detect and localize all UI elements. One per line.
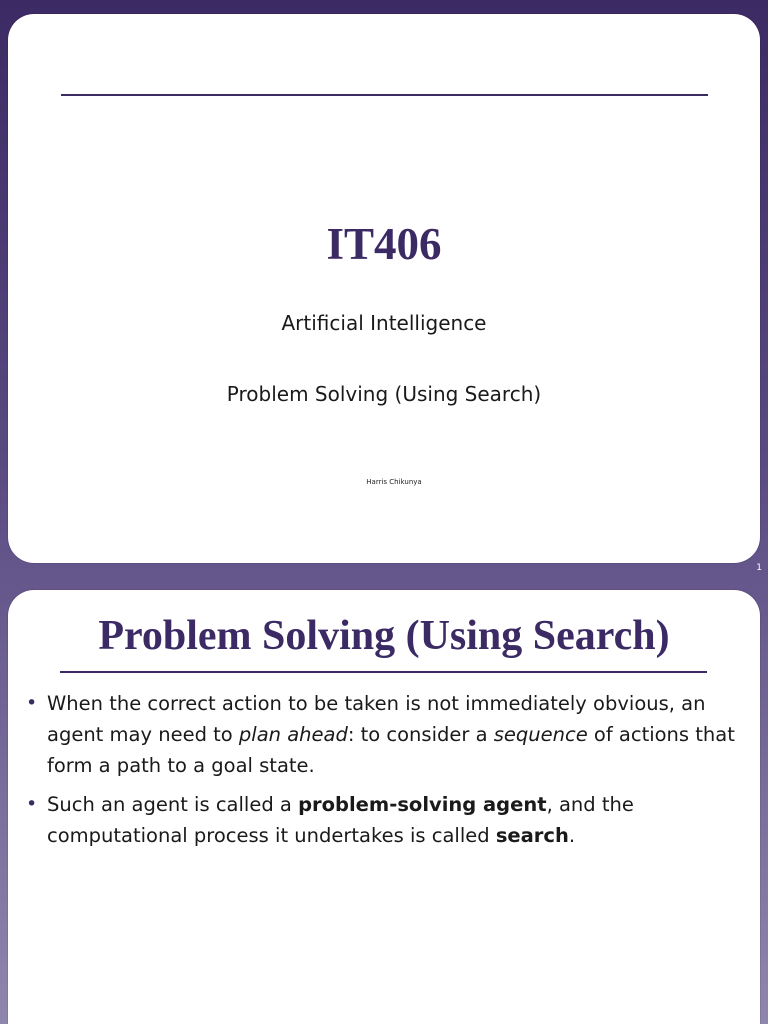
slide-1-author: Harris Chikunya xyxy=(366,478,422,486)
bullet-item xyxy=(26,789,750,851)
bullet-1-emphasis-plan-ahead: plan ahead xyxy=(238,723,348,746)
slide-1-title: IT406 xyxy=(326,219,442,269)
slide-2 xyxy=(0,576,768,1024)
slide-2-bullet-list xyxy=(26,688,750,859)
bullet-dot-icon: • xyxy=(26,692,38,714)
bullet-1-text-c: of actions that form a path to a goal state. xyxy=(47,723,735,777)
slide-2-title: Problem Solving (Using Search) xyxy=(98,613,670,659)
slide-2-title-rule xyxy=(60,671,707,673)
bullet-2-text-c: . xyxy=(568,824,576,847)
slide-1-subtitle-course: Artificial Intelligence xyxy=(281,311,487,335)
slide-number: 1 xyxy=(756,563,762,573)
bullet-1-text-b: : to consider a xyxy=(347,723,494,746)
bullet-1-emphasis-sequence: sequence xyxy=(493,723,588,746)
bullet-2-text-b: , and the computational process it undertakes is called xyxy=(47,793,634,847)
slide-1-subtitle-topic: Problem Solving (Using Search) xyxy=(226,382,542,406)
bullet-2-bold-problem-solving-agent: problem-solving agent xyxy=(298,793,547,816)
bullet-1-text-a: When the correct action to be taken is not immediately obvious, an agent may need to xyxy=(47,692,706,746)
bullet-item xyxy=(26,688,750,781)
slide-1-title-rule xyxy=(61,94,708,96)
bullet-dot-icon: • xyxy=(26,793,38,815)
bullet-2-bold-search: search xyxy=(495,824,569,847)
bullet-2-text-a: Such an agent is called a xyxy=(47,793,299,816)
